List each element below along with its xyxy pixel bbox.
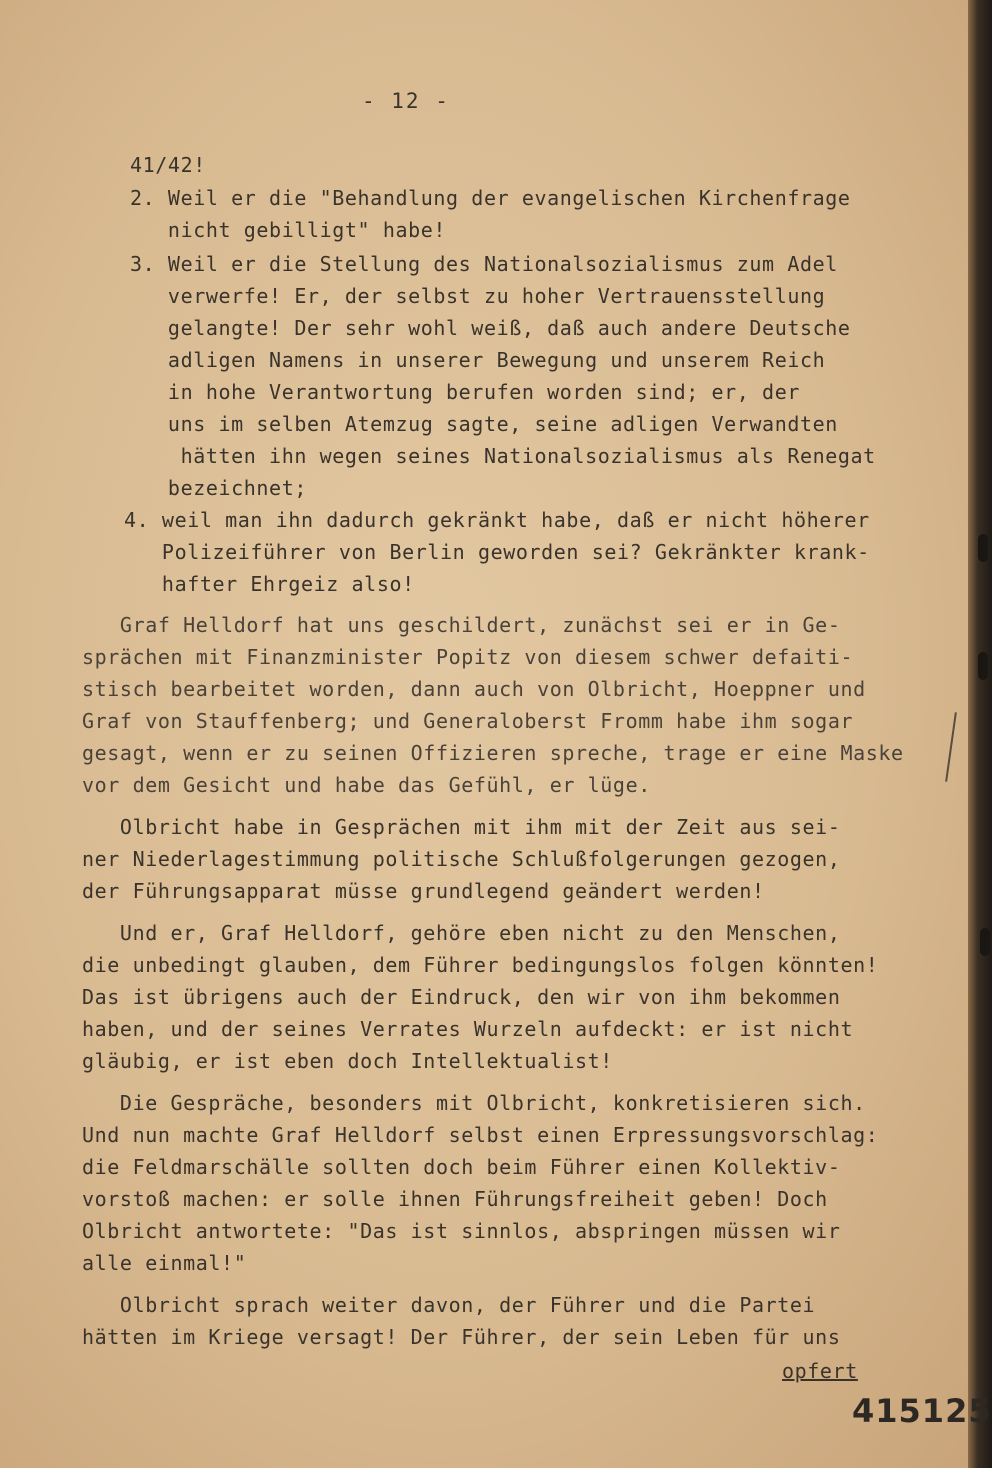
paragraph-line: Und nun machte Graf Helldorf selbst einen Erpressungsvorschlag: [82,1123,879,1147]
paragraph-line: vor dem Gesicht und habe das Gefühl, er lüge. [82,773,651,797]
paragraph-line: der Führungsapparat müsse grundlegend geändert werden! [82,879,765,903]
page-number: - 12 - [362,89,450,113]
catchword: opfert [782,1359,858,1383]
paragraph-line: stisch bearbeitet worden, dann auch von Olbricht, Hoeppner und [82,677,866,701]
archive-stamp-number: 415125 [852,1392,992,1430]
paragraph-line: gesagt, wenn er zu seinen Offizieren spreche, trage er eine Maske [82,741,904,765]
punch-hole [978,534,988,562]
paragraph-line: die Feldmarschälle sollten doch beim Führer einen Kollektiv- [82,1155,841,1179]
paragraph-line: hätten im Kriege versagt! Der Führer, der sein Leben für uns [82,1325,841,1349]
list-line: bezeichnet; [130,476,307,500]
list-line: Polizeiführer von Berlin geworden sei? Gekränkter krank- [124,540,870,564]
punch-hole [980,928,990,956]
paragraph-line: sprächen mit Finanzminister Popitz von diesem schwer defaiti- [82,645,854,669]
paragraph-line: Olbricht sprach weiter davon, der Führer und die Partei [82,1293,816,1317]
list-item-4: 4. weil man ihn dadurch gekränkt habe, daß er nicht höherer [124,508,870,532]
list-item-3: 3. Weil er die Stellung des Nationalsozialismus zum Adel [130,252,838,276]
paragraph-line: Das ist übrigens auch der Eindruck, den wir von ihm bekommen [82,985,841,1009]
paragraph-line: haben, und der seines Verrates Wurzeln aufdeckt: er ist nicht [82,1017,854,1041]
list-line: verwerfe! Er, der selbst zu hoher Vertrauensstellung [130,284,826,308]
list-line: adligen Namens in unserer Bewegung und unserem Reich [130,348,826,372]
paragraph-line: Die Gespräche, besonders mit Olbricht, konkretisieren sich. [82,1091,866,1115]
paragraph-line: vorstoß machen: er solle ihnen Führungsfreiheit geben! Doch [82,1187,828,1211]
paragraph-line: gläubig, er ist eben doch Intellektualist! [82,1049,613,1073]
list-item-2: 2. Weil er die "Behandlung der evangelischen Kirchenfrage [130,186,851,210]
paragraph-line: die unbedingt glauben, dem Führer bedingungslos folgen könnten! [82,953,879,977]
list-line: 41/42! [130,153,206,177]
list-line: gelangte! Der sehr wohl weiß, daß auch andere Deutsche [130,316,851,340]
scanner-edge [968,0,992,1468]
list-line: in hohe Verantwortung berufen worden sind; er, der [130,380,800,404]
list-line: uns im selben Atemzug sagte, seine adligen Verwandten [130,412,838,436]
paragraph-line: ner Niederlagestimmung politische Schlußfolgerungen gezogen, [82,847,841,871]
punch-hole [978,652,988,680]
paragraph-line: Und er, Graf Helldorf, gehöre eben nicht zu den Menschen, [82,921,841,945]
paragraph-line: alle einmal!" [82,1251,247,1275]
list-line: hätten ihn wegen seines Nationalsozialismus als Renegat [130,444,876,468]
paragraph-line: Graf von Stauffenberg; und Generaloberst Fromm habe ihm sogar [82,709,854,733]
paragraph-line: Olbricht antwortete: "Das ist sinnlos, abspringen müssen wir [82,1219,841,1243]
paragraph-line: Olbricht habe in Gesprächen mit ihm mit der Zeit aus sei- [82,815,841,839]
list-line: hafter Ehrgeiz also! [124,572,415,596]
paragraph-line: Graf Helldorf hat uns geschildert, zunächst sei er in Ge- [82,613,841,637]
list-line: nicht gebilligt" habe! [130,218,447,242]
